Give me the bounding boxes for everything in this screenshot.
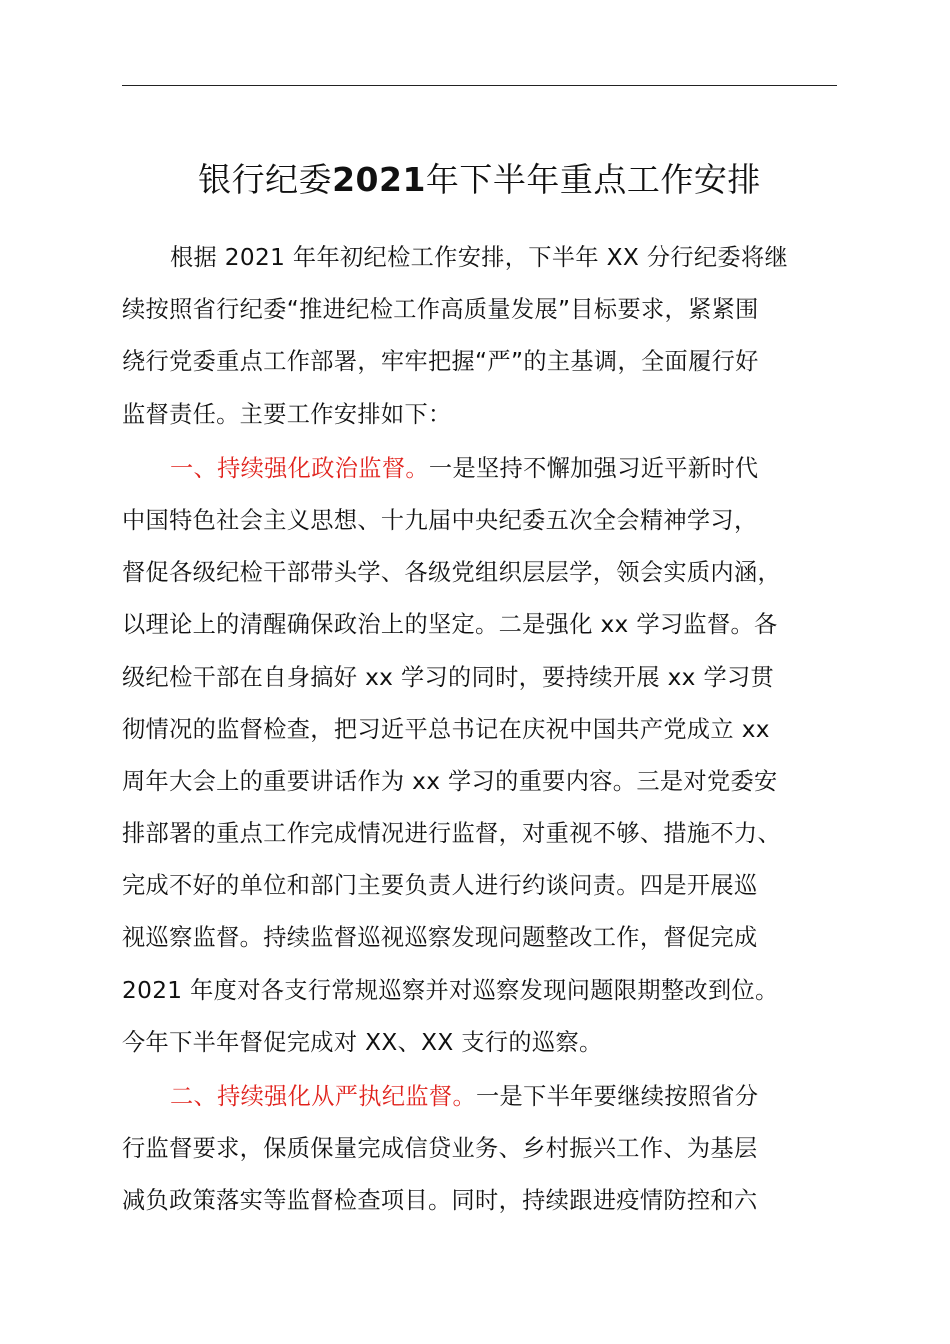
header-rule <box>122 85 837 86</box>
section-discipline-supervision <box>122 1071 839 1228</box>
paragraph-line: 续按照省行纪委“推进纪检工作高质量发展”目标要求，紧紧围 <box>122 296 759 324</box>
paragraph-line: 减负政策落实等监督检查项目。同时，持续跟进疫情防控和六 <box>122 1187 758 1215</box>
paragraph-line: 视巡察监督。持续监督巡视巡察发现问题整改工作，督促完成 <box>122 924 758 952</box>
paragraph-line: 今年下半年督促完成对 XX、XX 支行的巡察。 <box>122 1028 603 1056</box>
section-first-line-text: 一是下半年要继续按照省分 <box>476 1083 759 1110</box>
paragraph-line: 排部署的重点工作完成情况进行监督，对重视不够、措施不力、 <box>122 820 782 848</box>
paragraph-line: 中国特色社会主义思想、十九届中央纪委五次全会精神学习， <box>122 506 758 534</box>
paragraph-line: 级纪检干部在自身搞好 xx 学习的同时，要持续开展 xx 学习贯 <box>122 663 775 691</box>
paragraph-line: 绕行党委重点工作部署，牢牢把握“严”的主基调，全面履行好 <box>122 348 759 376</box>
paragraph-line: 2021 年度对各支行常规巡察并对巡察发现问题限期整改到位。 <box>122 976 779 1004</box>
section-heading: 二、持续强化从严执纪监督。 <box>170 1083 476 1110</box>
section-first-line-text: 一是坚持不懈加强习近平新时代 <box>428 454 759 482</box>
paragraph-line: 周年大会上的重要讲话作为 xx 学习的重要内容。三是对党委安 <box>122 767 778 795</box>
paragraph-line: 彻情况的监督检查，把习近平总书记在庆祝中国共产党成立 xx <box>122 715 770 743</box>
title-year: 2021 <box>332 160 426 199</box>
paragraph-line: 监督责任。主要工作安排如下： <box>122 400 452 428</box>
section-first-line <box>122 1071 839 1123</box>
paragraph-line: 行监督要求，保质保量完成信贷业务、乡村振兴工作、为基层 <box>122 1135 758 1163</box>
paragraph-line: 督促各级纪检干部带头学、各级党组织层层学，领会实质内涵， <box>122 559 782 587</box>
title-suffix: 年下半年重点工作安排 <box>425 160 761 199</box>
section-political-supervision <box>122 443 839 1069</box>
page-title <box>122 152 837 208</box>
section-heading: 一、持续强化政治监督。 <box>170 454 429 482</box>
document-body <box>122 232 839 1228</box>
paragraph-line: 完成不好的单位和部门主要负责人进行约谈问责。四是开展巡 <box>122 872 758 900</box>
intro-paragraph <box>122 232 839 441</box>
section-first-line <box>122 443 839 495</box>
paragraph-line: 根据 2021 年年初纪检工作安排，下半年 XX 分行纪委将继 <box>170 244 789 271</box>
paragraph-line: 以理论上的清醒确保政治上的坚定。二是强化 xx 学习监督。各 <box>122 611 778 639</box>
title-prefix: 银行纪委 <box>198 160 333 199</box>
